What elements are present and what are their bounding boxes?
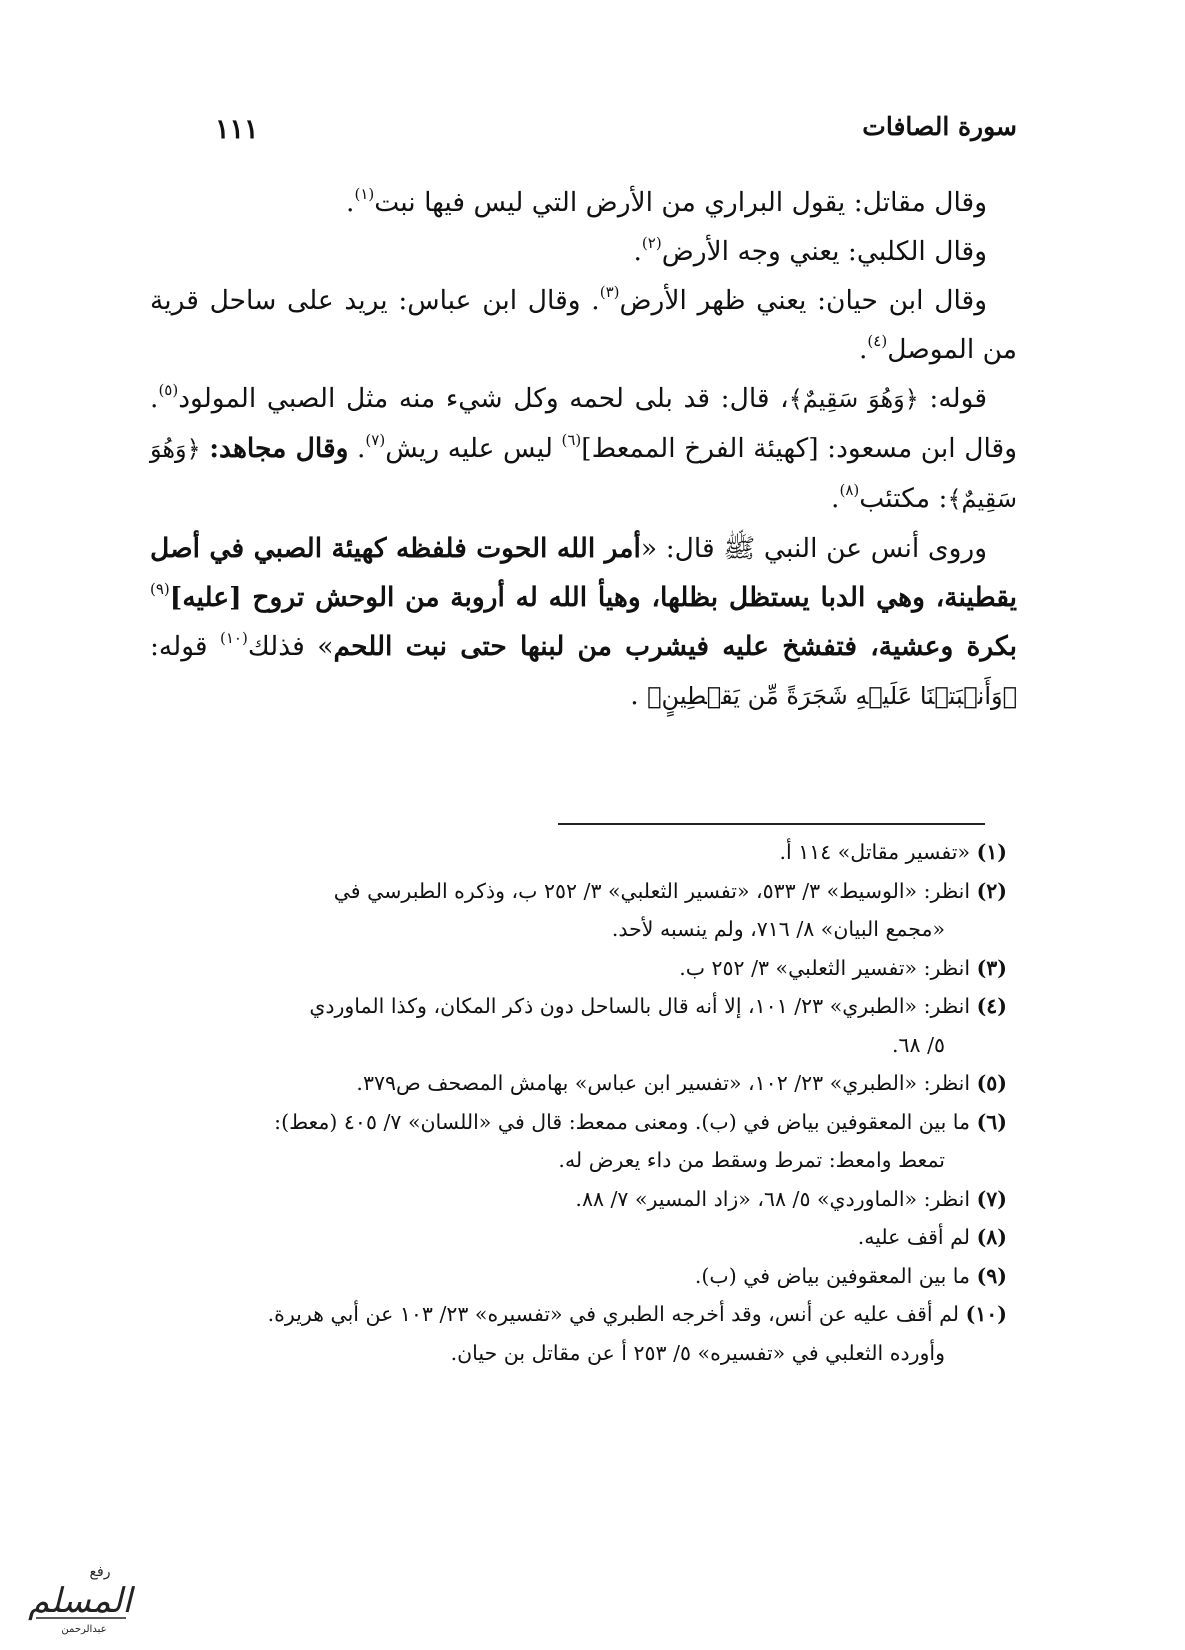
footnote-continuation: تمعط وامعط: تمرط وسقط من داء يعرض له.	[558, 1148, 945, 1172]
hadith-text: أمر الله الحوت فلفظه كهيئة الصبي في أصل يقطينة، وهي الدبا يستظل بظلها، وهيأ الله له أروبة من الوحش تروح [عليه]	[150, 533, 1017, 613]
paragraph-text: وقال الكلبي: يعني وجه الأرض	[661, 236, 987, 267]
quran-verse: ﴿وَهُوَ سَقِيمٌ﴾	[788, 385, 919, 413]
footnote-1	[150, 833, 1007, 872]
watermark-sub-text: عبدالرحمن	[61, 1624, 107, 1635]
footnote-5	[150, 1064, 1007, 1103]
quran-verse: ﴿وَأَنۢبَتۡنَا عَلَيۡهِ شَجَرَةً مِّن يَقۡطِينٍ﴾	[647, 682, 1017, 710]
paragraph-1	[150, 178, 1017, 227]
footnote-7	[150, 1180, 1007, 1219]
footnote-continuation: وأورده الثعلبي في «تفسيره» ٥/ ٢٥٣ أ عن مقاتل بن حيان.	[450, 1340, 945, 1365]
footnote-8	[150, 1218, 1007, 1257]
paragraph-5	[150, 524, 1017, 721]
paragraph-text: وروى أنس عن النبي ﷺ قال: «	[640, 533, 987, 564]
page-number: ١١١	[215, 114, 259, 145]
footnote-ref: (١)	[354, 185, 375, 203]
footnote-text: لم أقف عليه عن أنس، وقد أخرجه الطبري في «تفسيره» ٢٣/ ١٠٣ عن أبي هريرة.	[267, 1302, 960, 1326]
footnote-ref: (٥)	[158, 381, 179, 399]
footnote-number: (٢)	[976, 878, 1007, 903]
footnote-number: (٥)	[976, 1071, 1007, 1095]
footnote-4	[150, 987, 1007, 1064]
paragraph-end: .	[630, 680, 639, 711]
footnote-ref: (٦)	[561, 431, 582, 449]
paragraph-3	[150, 276, 1017, 374]
footnote-number: (١)	[976, 840, 1007, 864]
footnote-9	[150, 1257, 1007, 1296]
footnote-number: (٩)	[976, 1263, 1007, 1288]
watermark-top-text: رفع	[89, 1564, 111, 1580]
footnote-continuation: «مجمع البيان» ٨/ ٧١٦، ولم ينسبه لأحد.	[611, 917, 945, 941]
footnote-text: ما بين المعقوفين بياض في (ب). ومعنى ممعط: قال في «اللسان» ٧/ ٤٠٥ (معط):	[274, 1109, 971, 1134]
paragraph-text: ، قال: قد بلى لحمه وكل شيء منه مثل الصبي المولود	[178, 383, 789, 414]
footnote-number: (٤)	[976, 994, 1007, 1018]
footnote-number: (٨)	[976, 1225, 1007, 1249]
paragraph-end: .	[346, 187, 355, 218]
paragraph-text: قوله:	[150, 631, 220, 662]
footnote-ref: (٢)	[641, 234, 662, 252]
footnotes	[150, 833, 1007, 1372]
footnote-divider	[558, 823, 985, 825]
watermark-logo	[22, 1560, 138, 1640]
footnote-2	[150, 872, 1007, 949]
footnote-text: انظر: «الوسيط» ٣/ ٥٣٣، «تفسير الثعلبي» ٣/ ٢٥٢ ب، وذكره الطبرسي في	[333, 878, 971, 903]
footnote-10	[150, 1295, 1007, 1372]
footnote-ref: (٨)	[839, 481, 860, 499]
watermark-main-text: المسلم	[28, 1581, 132, 1621]
paragraph-text: » فذلك	[247, 631, 334, 662]
footnote-text: انظر: «تفسير الثعلبي» ٣/ ٢٥٢ ب.	[679, 955, 971, 980]
paragraph-end: .	[858, 334, 868, 365]
footnote-ref: (٤)	[867, 332, 888, 350]
paragraph-4	[150, 374, 1017, 524]
main-text	[150, 178, 1017, 721]
paragraph-text: : مكتئب	[859, 483, 948, 514]
paragraph-text: وقال مقاتل: يقول البراري من الأرض التي ليس فيها نبت	[374, 187, 987, 218]
footnote-text: «تفسير مقاتل» ١١٤ أ.	[779, 840, 971, 864]
footnote-text: انظر: «الطبري» ٢٣/ ١٠١، إلا أنه قال بالساحل دون ذكر المكان، وكذا الماوردي	[309, 994, 971, 1018]
footnote-number: (٧)	[976, 1186, 1007, 1211]
paragraph-text: .	[348, 433, 366, 464]
footnote-continuation: ٥/ ٦٨.	[891, 1032, 945, 1057]
quran-verse: ﴿وَهُوَ سَقِيمٌ﴾	[150, 435, 1017, 513]
paragraph-text: . وقال ابن عباس: يريد على ساحل قرية من الموصل	[150, 285, 1017, 365]
footnote-number: (١٠)	[965, 1302, 1007, 1326]
footnote-ref: (٣)	[599, 283, 620, 301]
footnote-number: (٦)	[976, 1109, 1007, 1134]
footnote-text: انظر: «الطبري» ٢٣/ ١٠٢، «تفسير ابن عباس» بهامش المصحف ص٣٧٩.	[356, 1071, 971, 1095]
footnote-ref: (١٠)	[220, 629, 248, 647]
footnote-6	[150, 1103, 1007, 1180]
surah-title: سورة الصافات	[862, 112, 1017, 141]
paragraph-text: وقال ابن حيان: يعني ظهر الأرض	[619, 285, 987, 316]
footnote-number: (٣)	[976, 955, 1007, 980]
paragraph-2	[150, 227, 1017, 276]
paragraph-end: .	[633, 236, 642, 267]
page-header	[215, 112, 1017, 156]
footnote-text: انظر: «الماوردي» ٥/ ٦٨، «زاد المسير» ٧/ ٨٨.	[575, 1186, 971, 1211]
paragraph-text: ليس عليه ريش	[385, 433, 562, 464]
footnote-text: ما بين المعقوفين بياض في (ب).	[694, 1263, 971, 1288]
bold-text: وقال مجاهد:	[209, 433, 349, 464]
footnote-3	[150, 949, 1007, 988]
paragraph-end: .	[831, 483, 840, 514]
hadith-text: بكرة وعشية، فتفشخ عليه فيشرب من لبنها حتى نبت اللحم	[333, 631, 1017, 662]
paragraph-text: . وقال ابن مسعود: [كهيئة الفرخ الممعط]	[150, 383, 1017, 464]
footnote-ref: (٧)	[365, 431, 386, 449]
footnote-text: لم أقف عليه.	[857, 1225, 971, 1249]
paragraph-text: قوله:	[929, 383, 987, 414]
footnote-ref: (٩)	[150, 580, 170, 598]
